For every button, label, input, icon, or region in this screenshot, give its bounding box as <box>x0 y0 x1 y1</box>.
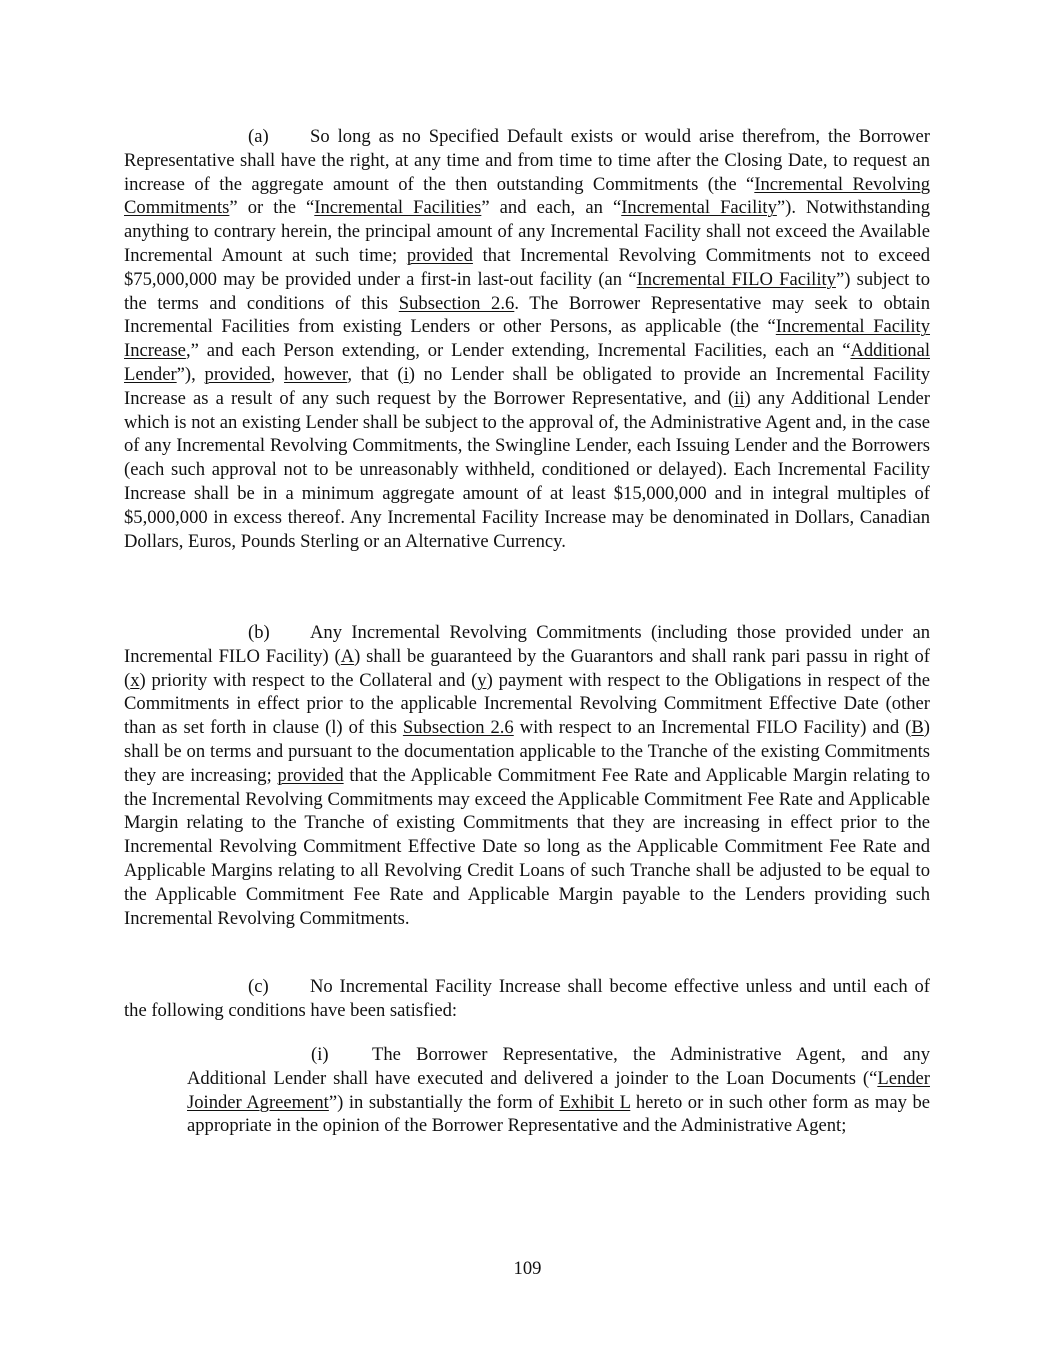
paragraph-a <box>124 125 930 553</box>
text-run: ”). Notwithstanding anything to contrary herein, the principal amount of any Incremental Facility shall not exceed the Available Incremental Amount at such time; <box>124 197 931 266</box>
defined-term: provided <box>277 764 344 786</box>
defined-term: Exhibit L <box>559 1091 631 1113</box>
text-run: ) shall be guaranteed by the Guarantors and shall rank pari passu in right of ( <box>124 645 930 691</box>
text-run: ”) subject to the terms and conditions of this <box>124 268 930 314</box>
defined-term: Subsection 2.6 <box>402 717 514 739</box>
text-run: . The Borrower Representative may seek to obtain Incremental Facilities from existing Lenders or other Persons, as applicable (the “ <box>124 292 931 338</box>
text-run: ” and each, an “ <box>481 197 622 219</box>
defined-term: B <box>911 717 924 739</box>
text-run: ) no Lender shall be obligated to provide an Incremental Facility Increase as a result of any such request by the Borrower Representative, and ( <box>124 363 930 409</box>
text-run: that the Applicable Commitment Fee Rate and Applicable Margin relating to the Incremental Revolving Commitments may exceed the Applicable Commitment Fee Rate and Applicable Margin relating to the Tranche of existing Commitments that they are increasing in effect prior to the Incremental Revolving Commitment Effective Date so long as the Applicable Commitment Fee Rate and Applicable Margins relating to all Revolving Credit Loans of such Tranche shall be adjusted to be equal to the Applicable Commitment Fee Rate and Applicable Margin payable to the Lenders providing such Incremental Revolving Commitments. <box>124 764 931 929</box>
defined-term: Lender Joinder Agreement <box>187 1067 930 1113</box>
text-run: ) any Additional Lender which is not an existing Lender shall be subject to the approval of, the Administrative Agent and, in the case of any Incremental Revolving Commitments, the Swingline Lender, each Issuing Lender and the Borrowers (each such approval not to be unreasonably withheld, conditioned or delayed). Each Incremental Facility Increase shall be in a minimum aggregate amount of at least $15,000,000 and in integral multiples of $5,000,000 in excess thereof. Any Incremental Facility Increase may be denominated in Dollars, Canadian Dollars, Euros, Pounds Sterling or an Alternative Currency. <box>124 387 931 552</box>
text-run: , <box>270 363 285 385</box>
defined-term: Incremental Facilities <box>314 197 482 219</box>
paragraph-b <box>124 621 930 930</box>
paragraph-label: (a) <box>248 126 269 147</box>
defined-term: ii <box>734 387 745 409</box>
paragraph-label: (b) <box>248 622 270 643</box>
text-run: ) priority with respect to the Collateral and ( <box>139 669 478 691</box>
defined-term: provided <box>204 363 271 385</box>
text-run: that Incremental Revolving Commitments not to exceed $75,000,000 may be provided under a first-in last-out facility (an “ <box>124 244 930 290</box>
defined-term: Incremental Facility Increase <box>124 316 930 362</box>
text-run: ,” and each Person extending, or Lender extending, Incremental Facilities, each an “ <box>185 340 851 362</box>
defined-term: y <box>477 669 487 691</box>
text-run: So long as no Specified Default exists or would arise therefrom, the Borrower Representative shall have the right, at any time and from time to time after the Closing Date, to request an increase of the aggregate amount of the then outstanding Commitments (the “ <box>124 126 930 195</box>
defined-term: i <box>403 363 409 385</box>
text-run: ) shall be on terms and pursuant to the documentation applicable to the Tranche of the existing Commitments they are increasing; <box>124 717 930 786</box>
defined-term: Incremental FILO Facility <box>636 268 836 290</box>
text-run: ”), <box>176 363 205 385</box>
text-run: ”) in substantially the form of <box>328 1091 560 1113</box>
text-run: The Borrower Representative, the Administrative Agent, and any Additional Lender shall have executed and delivered a joinder to the Loan Documents (“ <box>187 1044 930 1089</box>
page-number: 109 <box>513 1258 542 1279</box>
text-run: ” or the “ <box>229 197 315 219</box>
defined-term: Subsection 2.6 <box>398 292 515 314</box>
text-run: No Incremental Facility Increase shall become effective unless and until each of the following conditions have been satisfied: <box>124 976 930 1021</box>
text-run: , that ( <box>347 363 404 385</box>
defined-term: Incremental Facility <box>621 197 777 219</box>
defined-term: however <box>284 363 348 385</box>
defined-term: provided <box>406 244 473 266</box>
defined-term: A <box>340 645 355 667</box>
text-run: hereto or in such other form as may be appropriate in the opinion of the Borrower Representative and the Administrative Agent; <box>187 1091 930 1137</box>
text-run: ) payment with respect to the Obligations in respect of the Commitments in effect prior to the applicable Incremental Revolving Commitment Effective Date (other than as set forth in clause (l) of this <box>124 669 931 739</box>
defined-term: Incremental Revolving Commitments <box>124 173 930 219</box>
paragraph-c-i <box>187 1043 930 1138</box>
paragraph-label: (c) <box>248 976 269 997</box>
defined-term: x <box>130 669 140 691</box>
defined-term: Additional Lender <box>124 340 930 385</box>
text-run: Any Incremental Revolving Commitments (including those provided under an Incremental FILO Facility) ( <box>124 622 930 667</box>
paragraph-label: (i) <box>311 1044 329 1065</box>
text-run: with respect to an Incremental FILO Facility) and ( <box>513 717 912 739</box>
paragraph-c <box>124 975 930 1023</box>
